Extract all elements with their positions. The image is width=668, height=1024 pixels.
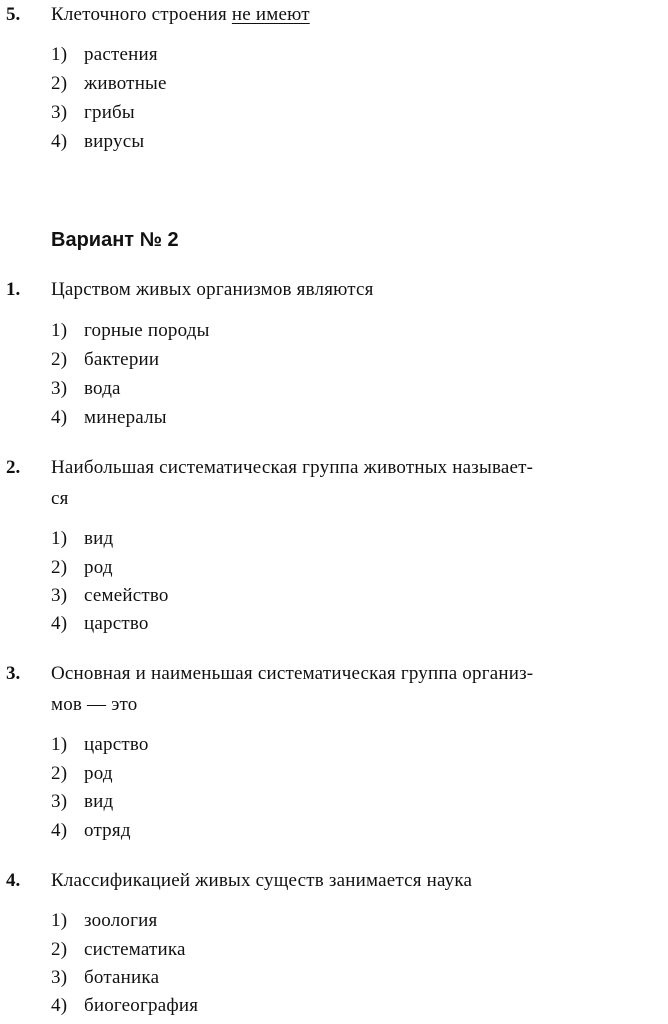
option-text: бактерии — [84, 349, 160, 370]
question-5-option-2 — [51, 69, 167, 98]
option-number: 1) — [51, 320, 68, 341]
question-1-option-4 — [51, 403, 167, 432]
option-text: биогеография — [84, 995, 199, 1016]
question-1-option-3 — [51, 374, 121, 403]
question-5-number: 5. — [6, 4, 21, 25]
option-number: 1) — [51, 734, 68, 755]
option-number: 2) — [51, 349, 68, 370]
question-4-option-1 — [51, 906, 157, 935]
option-text: вирусы — [84, 131, 145, 152]
option-number: 1) — [51, 910, 68, 931]
option-text: вода — [84, 378, 121, 399]
question-1-option-2 — [51, 345, 159, 374]
option-number: 4) — [51, 995, 68, 1016]
question-3-option-3 — [51, 787, 113, 816]
option-text: вид — [84, 528, 114, 549]
option-text: систематика — [84, 939, 186, 960]
question-1-option-1 — [51, 316, 210, 345]
question-1-number: 1. — [6, 279, 21, 300]
question-2-text-line-1: Наибольшая систематическая группа животных называет- — [51, 457, 534, 478]
question-1-text: Царством живых организмов являются — [51, 279, 374, 300]
question-3-number: 3. — [6, 663, 21, 684]
option-number: 4) — [51, 613, 68, 634]
option-text: отряд — [84, 820, 131, 841]
option-text: растения — [84, 44, 158, 65]
option-text: минералы — [84, 407, 167, 428]
option-text: ботаника — [84, 967, 160, 988]
option-text: царство — [84, 734, 149, 755]
option-number: 4) — [51, 820, 68, 841]
question-3-option-1 — [51, 730, 149, 759]
question-4-text: Классификацией живых существ занимается наука — [51, 870, 473, 891]
question-2-option-4 — [51, 609, 149, 638]
question-2-option-2 — [51, 553, 113, 582]
option-text: род — [84, 763, 113, 784]
question-5-underlined-text: не имеют — [231, 4, 310, 25]
variant-title: Вариант № 2 — [51, 229, 179, 251]
question-4-option-2 — [51, 935, 186, 964]
option-number: 4) — [51, 407, 68, 428]
option-text: вид — [84, 791, 114, 812]
option-text: грибы — [84, 102, 135, 123]
question-5-option-1 — [51, 40, 158, 69]
option-number: 3) — [51, 967, 68, 988]
option-text: животные — [84, 73, 167, 94]
question-3-text-line-1: Основная и наименьшая систематическая группа организ- — [51, 663, 534, 684]
question-3-option-4 — [51, 816, 131, 845]
option-text: зоология — [84, 910, 158, 931]
question-3-option-2 — [51, 759, 113, 788]
option-number: 3) — [51, 102, 68, 123]
question-5-option-4 — [51, 127, 144, 156]
question-2-option-1 — [51, 524, 113, 553]
question-5-option-3 — [51, 98, 135, 127]
option-number: 1) — [51, 528, 68, 549]
option-text: горные породы — [84, 320, 210, 341]
question-4-number: 4. — [6, 870, 21, 891]
question-2-number: 2. — [6, 457, 21, 478]
option-number: 2) — [51, 557, 68, 578]
question-4-option-4 — [51, 991, 198, 1020]
option-number: 2) — [51, 939, 68, 960]
option-text: семейство — [84, 585, 169, 606]
question-2-text-line-2: ся — [51, 488, 69, 509]
option-number: 3) — [51, 378, 68, 399]
option-number: 2) — [51, 73, 68, 94]
option-number: 2) — [51, 763, 68, 784]
option-text: царство — [84, 613, 149, 634]
question-2-option-3 — [51, 581, 169, 610]
option-number: 3) — [51, 791, 68, 812]
option-number: 4) — [51, 131, 68, 152]
option-number: 3) — [51, 585, 68, 606]
question-3-text-line-2: мов — это — [51, 694, 138, 715]
question-5-text — [51, 0, 661, 30]
option-text: род — [84, 557, 113, 578]
option-number: 1) — [51, 44, 68, 65]
question-5-text-start: Клеточного строения — [51, 4, 232, 25]
question-4-option-3 — [51, 963, 159, 992]
